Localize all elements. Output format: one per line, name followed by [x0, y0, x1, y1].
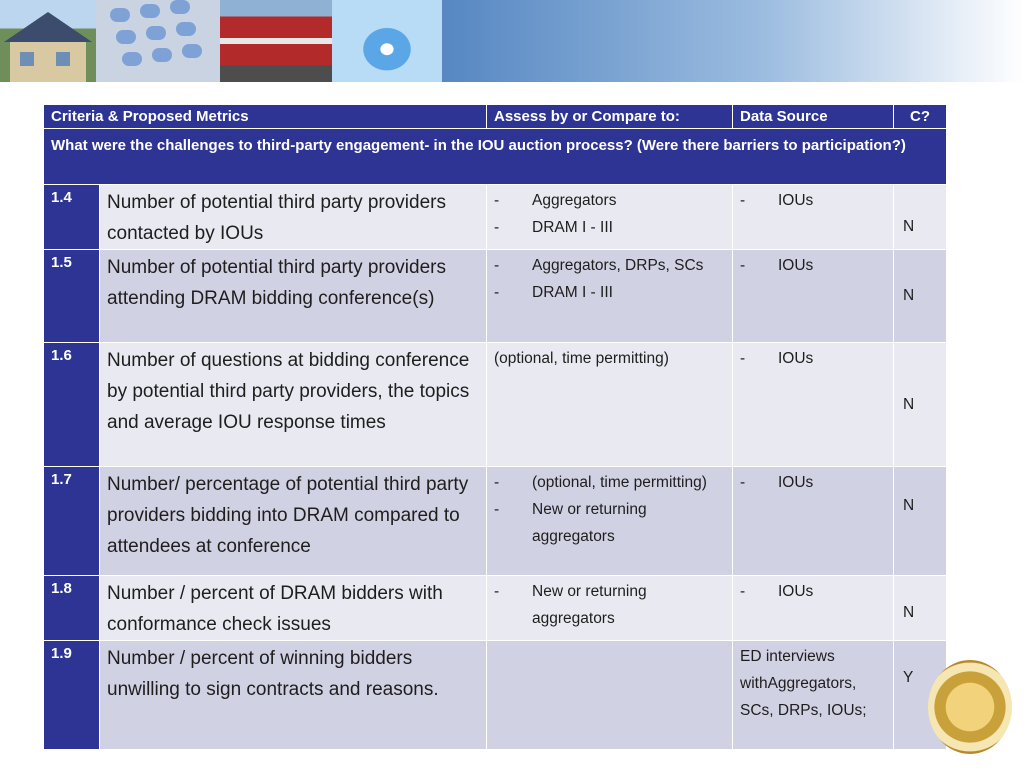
- flag-cell: N: [894, 576, 947, 641]
- assess-cell: [487, 641, 733, 750]
- header-banner: [0, 0, 1024, 82]
- state-seal-logo: [928, 660, 1012, 754]
- row-number: 1.7: [44, 467, 100, 576]
- criteria-cell: Number of questions at bidding conference by potential third party providers, the topics and average IOU response times: [100, 343, 487, 467]
- assess-cell: [487, 250, 733, 343]
- table-row: [44, 467, 947, 576]
- assess-item: - New or returning aggregators: [494, 496, 725, 550]
- flag-cell: N: [894, 343, 947, 467]
- table-row: [44, 343, 947, 467]
- source-item: - IOUs: [740, 187, 886, 214]
- criteria-cell: Number of potential third party providers attending DRAM bidding conference(s): [100, 250, 487, 343]
- source-item: - IOUs: [740, 578, 886, 605]
- column-header-assess: Assess by or Compare to:: [487, 105, 733, 129]
- water-drop-photo: [332, 0, 442, 82]
- criteria-cell: Number / percent of winning bidders unwilling to sign contracts and reasons.: [100, 641, 487, 750]
- source-item: - IOUs: [740, 252, 886, 279]
- assess-item: - DRAM I - III: [494, 279, 725, 306]
- flag-cell: N: [894, 185, 947, 250]
- source-item: - IOUs: [740, 345, 886, 372]
- source-cell: [733, 467, 894, 576]
- source-cell: ED interviews withAggregators, SCs, DRPs, IOUs;: [733, 641, 894, 750]
- flag-cell: Y: [894, 641, 947, 750]
- source-cell: [733, 250, 894, 343]
- source-item: - IOUs: [740, 469, 886, 496]
- assess-cell: [487, 467, 733, 576]
- column-header-source: Data Source: [733, 105, 894, 129]
- row-number: 1.6: [44, 343, 100, 467]
- assess-item: - Aggregators: [494, 187, 725, 214]
- row-number: 1.9: [44, 641, 100, 750]
- criteria-cell: Number/ percentage of potential third party providers bidding into DRAM compared to attendees at conference: [100, 467, 487, 576]
- table-row: [44, 576, 947, 641]
- row-number: 1.5: [44, 250, 100, 343]
- assess-item: - (optional, time permitting): [494, 469, 725, 496]
- house-solar-photo: [0, 0, 96, 82]
- table-row: [44, 250, 947, 343]
- assess-item: - DRAM I - III: [494, 214, 725, 241]
- question-row: [44, 129, 947, 185]
- metrics-table: [43, 104, 946, 750]
- question-text: What were the challenges to third-party engagement- in the IOU auction process? (Were there barriers to participation?): [44, 129, 947, 185]
- source-cell: [733, 343, 894, 467]
- assess-cell: [487, 185, 733, 250]
- train-photo: [220, 0, 332, 82]
- table-row: [44, 641, 947, 750]
- table-header-row: [44, 105, 947, 129]
- assess-cell: [487, 576, 733, 641]
- column-header-flag: C?: [894, 105, 947, 129]
- phone-keypad-photo: [96, 0, 220, 82]
- column-header-criteria: Criteria & Proposed Metrics: [44, 105, 487, 129]
- criteria-cell: Number / percent of DRAM bidders with conformance check issues: [100, 576, 487, 641]
- row-number: 1.4: [44, 185, 100, 250]
- flag-cell: N: [894, 467, 947, 576]
- assess-item: - Aggregators, DRPs, SCs: [494, 252, 725, 279]
- source-cell: [733, 185, 894, 250]
- assess-cell: (optional, time permitting): [487, 343, 733, 467]
- source-cell: [733, 576, 894, 641]
- table-row: [44, 185, 947, 250]
- row-number: 1.8: [44, 576, 100, 641]
- assess-item: - New or returning aggregators: [494, 578, 725, 632]
- flag-cell: N: [894, 250, 947, 343]
- criteria-cell: Number of potential third party providers contacted by IOUs: [100, 185, 487, 250]
